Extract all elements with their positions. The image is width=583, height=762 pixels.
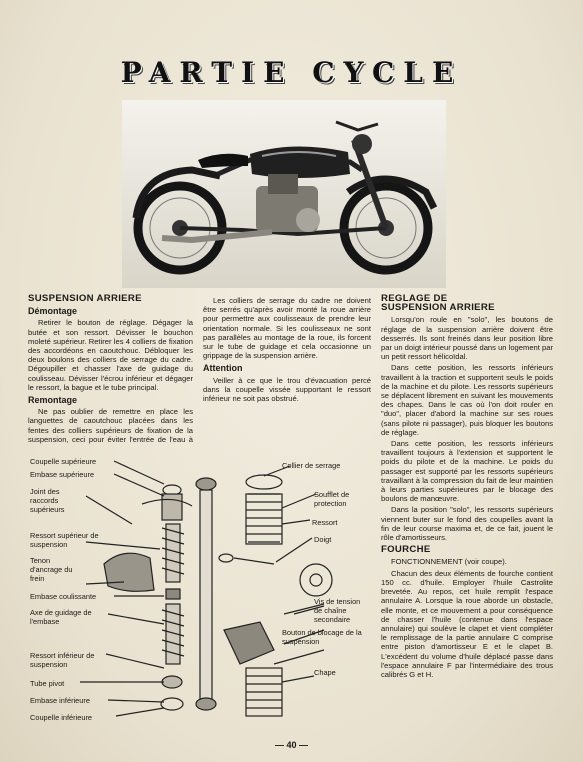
reglage-p1: Lorsqu'on roule en "solo", les boutons de réglage de la suspension arrière doivent être desserrés. Ils sont freinés dans leur position libre par un doigt intérieur poussé dans un logement par un petit ressort hélicoïdal. [381, 315, 553, 362]
label-joint-raccords: Joint des raccords supérieurs [30, 487, 65, 514]
fourche-text: Chacun des deux éléments de fourche contient 150 cc. d'huile. Employer l'huile Castrolite brevetée. Au repos, cet huile remplit l'espace annulaire A. Lorsque la roue aborde un obstacle, elle monte, et ce mouvement a pour conséquence de chasser l'huile (contenue dans l'espace annulaire) qui soulève le clapet et vient compléter le remplissage de la partie annulaire C comprise entre piston d'amortisseur E et le clapet B. L'excédent du volume d'huile déplacé passe dans l'espace annulaire F par l'intermédiaire des trous calibrés G et H. [381, 568, 553, 679]
label-ressort: Ressort [312, 518, 338, 527]
reglage-heading-2: SUSPENSION ARRIERE [381, 302, 495, 314]
label-bouton-blocage: Bouton de blocage de la suspension [282, 628, 362, 646]
label-vis-tension: Vis de tension de chaîne secondaire [314, 597, 361, 624]
label-chape: Chape [314, 668, 336, 677]
label-ressort-superieur: Ressort supérieur de suspension [30, 531, 99, 549]
page-title: PARTIE CYCLE [120, 56, 463, 89]
reglage-heading-1: REGLAGE DE [381, 293, 448, 304]
label-coupelle-superieure: Coupelle supérieure [30, 457, 97, 466]
reglage-p4: Dans la position "solo", les ressorts supérieurs viennent buter sur le fond des coupelles avant la fin de leur course maxima et, de ce fait, jouent le rôle d'amortisseurs. [381, 505, 553, 543]
label-tube-pivot: Tube pivot [30, 679, 65, 688]
fourche-fonctionnement: FONCTIONNEMENT (voir coupe). [391, 557, 507, 567]
label-doigt: Doigt [314, 535, 332, 544]
reglage-p3: Dans cette position, les ressorts inférieurs travaillent toujours à l'extension et supportent le poids du pilote et de la machine. Le poids du passager est supporté par les ressorts supérieurs travaillant à la compression du fait de leur maintien à leurs parties supérieures par le blocage des boulons de manœuvre. [381, 439, 553, 504]
remontage-heading: Remontage [28, 395, 78, 406]
motorcycle-photo [122, 100, 446, 288]
label-embase-inferieure: Embase inférieure [30, 696, 90, 705]
remontage-text: Ne pas oublier de remettre en place les languettes de caoutchouc placées dans les fentes des colliers supérieurs de fixation de la suspension, ceci pour éviter l'entrée de l'eau à [28, 407, 193, 444]
attention-heading: Attention [203, 363, 243, 374]
label-axe-guidage: Axe de guidage de l'embase [30, 608, 92, 626]
label-soufflet: Soufflet de protection [314, 490, 350, 508]
label-embase-superieure: Embase supérieure [30, 470, 95, 479]
attention-text: Veiller à ce que le trou d'évacuation percé dans la coupelle vissée supportant le ressort inférieur ne soit pas obstrué. [203, 375, 371, 404]
column-left [28, 294, 193, 446]
demontage-text: Retirer le bouton de réglage. Dégager la butée et son ressort. Dévisser le bouchon moleté supérieur. Retirer les 4 colliers de fixation des accordéons en caoutchouc. Débloquer les deux boulons des colliers de serrage du cadre. Dégoupiller et chasser l'axe de guidage du coulisseau. Dévisser l'écrou inférieur et dégager le ressort, la bague et le tube principal. [28, 318, 193, 392]
reglage-p2: Dans cette position, les ressorts inférieurs travaillent à la traction et supportent seuls le poids de la machine et du pilote. Les ressorts supérieurs se déplacent librement en suivant les mouvements des chapes. Dans le cas où l'on doit rouler en "duo", placer d'abord la machine sur ses roues (sans pilote ni passager), puis bloquer les boutons de réglage. [381, 363, 553, 437]
label-collier-serrage: Collier de serrage [282, 461, 341, 470]
label-coupelle-inferieure: Coupelle inférieure [30, 713, 93, 722]
page-number: — 40 — [274, 740, 308, 750]
demontage-heading: Démontage [28, 306, 78, 317]
fourche-heading: FOURCHE [381, 544, 431, 556]
suspension-heading: SUSPENSION ARRIERE [28, 293, 142, 304]
colliers-text: Les colliers de serrage du cadre ne doivent être serrés qu'après avoir monté la roue arrière pour permettre aux coulisseaux de prendre leur orientation normale. Si les coulisseaux ne sont pas parallèles au montage de la roue, ils forcent sur le tube de guidage et cela occasionne un grippage de la suspension arrière. [203, 296, 371, 361]
column-right [381, 294, 553, 681]
column-middle [203, 294, 371, 405]
label-ressort-inferieur: Ressort inférieur de suspension [30, 651, 95, 669]
label-tenon: Tenon d'ancrage du frein [30, 556, 73, 583]
label-embase-coulissante: Embase coulissante [30, 592, 97, 601]
